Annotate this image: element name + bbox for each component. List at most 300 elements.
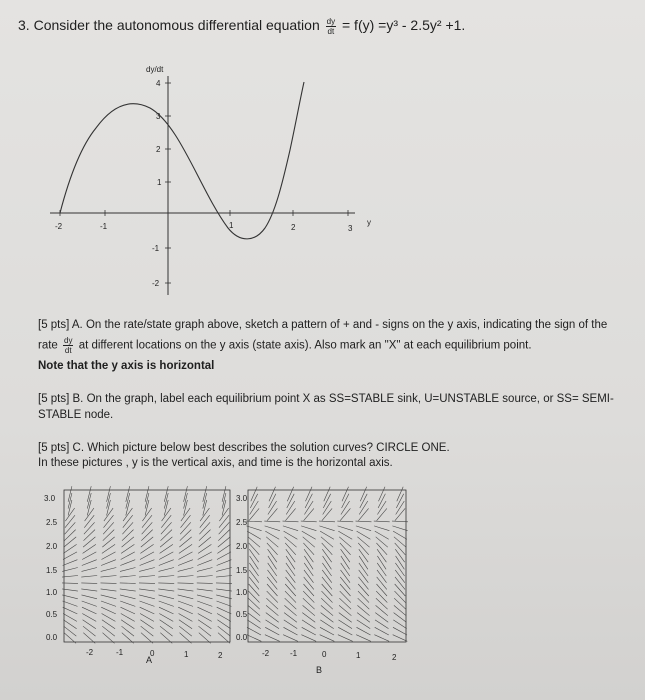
field-line	[120, 601, 135, 606]
field-line	[304, 584, 315, 596]
field-line	[159, 595, 175, 599]
part-c-line1	[38, 441, 450, 456]
field-line	[249, 508, 259, 520]
field-line	[285, 591, 296, 603]
field-line	[63, 552, 77, 560]
field-line	[199, 522, 210, 534]
field-line	[145, 486, 149, 502]
field-line	[159, 552, 173, 560]
field-line	[304, 501, 313, 515]
field-line	[377, 577, 387, 590]
field-line	[323, 501, 332, 515]
x-tick-label: 2	[291, 223, 296, 232]
field-line	[203, 486, 207, 502]
field-line	[63, 601, 78, 606]
field-line	[141, 626, 154, 636]
field-line	[359, 556, 368, 569]
field-line	[82, 614, 96, 622]
field-line	[219, 508, 228, 521]
field-line	[126, 486, 130, 502]
field-line	[68, 493, 72, 509]
field-line	[284, 537, 296, 547]
field-line	[197, 576, 213, 578]
field-line	[322, 543, 333, 555]
field-line	[324, 487, 330, 502]
x-tick-label: 3	[348, 224, 353, 233]
part-a-text1: On the rate/state graph above, sketch a pattern of + and - signs on the y axis, indicating the sign of the	[85, 319, 608, 331]
part-a-note: Note that the y axis is horizontal	[38, 360, 215, 372]
field-line	[392, 526, 407, 531]
field-line	[81, 589, 97, 591]
panel-b-x-tick: 1	[356, 651, 361, 660]
panel-a-x-tick: -1	[116, 648, 124, 657]
field-line	[199, 537, 211, 547]
field-line	[68, 486, 72, 502]
field-line	[120, 583, 136, 584]
field-line	[222, 493, 226, 509]
field-line	[200, 515, 210, 528]
field-line	[249, 543, 260, 555]
panel-a-y-tick: 0.0	[46, 633, 58, 642]
field-line	[360, 494, 367, 508]
field-line	[319, 526, 334, 531]
part-c-points: [5 pts] C.	[38, 442, 85, 454]
field-line	[159, 607, 174, 614]
field-line	[198, 607, 213, 614]
field-line	[248, 598, 260, 609]
field-line	[81, 583, 97, 584]
part-c-line2: In these pictures , y is the vertical axis, and time is the horizontal axis.	[38, 457, 393, 469]
field-line	[64, 537, 76, 547]
field-line	[123, 515, 133, 528]
field-line	[393, 627, 407, 635]
field-line	[85, 508, 94, 521]
field-line	[247, 635, 262, 642]
field-line	[217, 601, 232, 606]
field-line	[248, 537, 260, 547]
field-line	[63, 607, 78, 614]
panel-b-solution-curves	[246, 487, 408, 642]
field-line	[101, 601, 116, 606]
field-line	[197, 601, 212, 606]
field-line	[264, 521, 280, 522]
field-line	[322, 549, 331, 562]
field-line	[181, 515, 191, 528]
panel-b-x-tick: -2	[262, 649, 270, 658]
panel-a-x-tick: 0	[150, 649, 155, 658]
field-line	[120, 568, 136, 572]
field-line	[82, 607, 97, 614]
field-line	[197, 583, 213, 584]
field-line	[159, 601, 174, 606]
field-line	[246, 526, 261, 531]
panel-b-frame	[248, 490, 406, 642]
field-line	[377, 584, 388, 596]
field-line	[158, 589, 174, 591]
panel-a-y-tick: 1.0	[46, 588, 58, 597]
field-line	[216, 568, 232, 572]
field-line	[358, 591, 369, 603]
field-line	[247, 627, 261, 635]
field-line	[198, 614, 212, 622]
field-line	[377, 508, 387, 520]
field-line	[359, 570, 369, 583]
field-line	[104, 515, 114, 528]
field-line	[222, 486, 226, 502]
field-line	[217, 607, 232, 614]
field-line	[120, 560, 135, 566]
field-line	[249, 591, 260, 603]
panel-a-solution-curves	[62, 486, 232, 643]
field-line	[396, 501, 405, 515]
field-line	[142, 508, 151, 521]
field-line	[357, 627, 371, 635]
field-line	[62, 568, 78, 572]
field-line	[161, 515, 171, 528]
field-line	[158, 576, 174, 578]
field-line	[266, 598, 278, 609]
field-line	[339, 598, 351, 609]
field-line	[265, 635, 280, 642]
panel-a[interactable]	[44, 486, 232, 665]
field-line	[359, 563, 368, 576]
field-line	[395, 508, 405, 520]
y-tick-label: 1	[157, 178, 162, 187]
question-prefix: Consider the autonomous differential equation	[33, 17, 320, 34]
panel-b-y-tick: 0.5	[236, 610, 248, 619]
field-line	[249, 563, 258, 576]
y-axis-label: dy/dt	[146, 65, 164, 74]
field-line	[375, 627, 389, 635]
panel-a-y-tick: 0.5	[46, 610, 58, 619]
field-line	[338, 627, 352, 635]
field-line	[322, 508, 332, 520]
field-line	[139, 589, 155, 591]
field-line	[303, 598, 315, 609]
field-line	[341, 556, 350, 569]
field-line	[122, 522, 133, 534]
panel-b-y-tick: 3.0	[236, 494, 248, 503]
field-line	[217, 614, 231, 622]
field-line	[203, 493, 207, 509]
field-line	[301, 635, 316, 642]
field-line	[179, 552, 193, 560]
field-line	[164, 486, 168, 502]
panel-a-label: A	[146, 655, 153, 665]
part-b-line1	[38, 392, 614, 407]
field-line	[377, 556, 386, 569]
field-line	[140, 560, 155, 566]
field-line	[265, 526, 280, 531]
field-line	[338, 635, 353, 642]
x-tick-label: -2	[55, 222, 63, 231]
field-line	[179, 537, 191, 547]
field-line	[140, 607, 155, 614]
field-line	[102, 614, 116, 622]
y-tick-label: 3	[156, 112, 161, 121]
field-line	[164, 493, 168, 509]
panel-a-x-ticks	[86, 648, 223, 660]
field-line	[287, 494, 294, 508]
part-a-rate-word: rate	[38, 339, 58, 352]
field-line	[320, 627, 334, 635]
field-line	[251, 487, 257, 502]
part-a-line1	[38, 318, 607, 333]
field-line	[322, 577, 332, 590]
field-line	[323, 494, 330, 508]
field-line	[82, 595, 98, 599]
field-line	[283, 521, 299, 522]
field-line	[339, 537, 351, 547]
field-line	[396, 494, 403, 508]
field-line	[181, 508, 190, 521]
field-line	[82, 568, 98, 572]
panel-a-y-tick: 1.5	[46, 566, 58, 575]
field-line	[121, 607, 136, 614]
panel-b-y-tick: 2.0	[236, 542, 248, 551]
panel-a-x-tick: 1	[184, 650, 189, 659]
field-line	[64, 626, 77, 636]
field-line	[319, 521, 335, 522]
field-line	[122, 537, 134, 547]
field-line	[178, 607, 193, 614]
panel-b-y-tick: 1.0	[236, 588, 248, 597]
field-line	[178, 583, 194, 584]
field-line	[63, 614, 77, 622]
field-line	[123, 508, 132, 521]
field-line	[197, 560, 212, 566]
field-line	[267, 577, 277, 590]
field-line	[286, 577, 296, 590]
field-line	[65, 522, 76, 534]
field-line	[286, 549, 295, 562]
field-line	[139, 576, 155, 578]
field-line	[159, 568, 175, 572]
field-line	[267, 591, 278, 603]
field-line	[268, 501, 277, 515]
rate-state-graph[interactable]	[0, 0, 645, 310]
field-line	[394, 537, 406, 547]
question-number: 3.	[18, 17, 30, 34]
field-line	[178, 560, 193, 566]
field-line	[265, 627, 279, 635]
part-b-line2: STABLE node.	[38, 409, 114, 421]
field-line	[285, 584, 296, 596]
field-line	[287, 487, 293, 502]
field-line	[199, 626, 212, 636]
field-line	[359, 577, 369, 590]
field-line	[378, 494, 385, 508]
field-line	[286, 563, 295, 576]
field-line	[395, 591, 406, 603]
panel-b[interactable]	[236, 487, 408, 675]
field-line	[358, 598, 370, 609]
panel-b-x-tick: -1	[290, 649, 298, 658]
panel-b-y-tick: 2.5	[236, 518, 248, 527]
field-line	[81, 576, 97, 578]
field-line	[269, 487, 276, 502]
panel-a-x-tick: 2	[218, 651, 223, 660]
field-line	[216, 595, 232, 599]
field-line	[178, 601, 193, 606]
field-line	[395, 577, 405, 590]
x-tick-label: -1	[100, 222, 108, 231]
field-line	[101, 607, 116, 614]
panel-b-y-tick: 1.5	[236, 566, 248, 575]
field-line	[84, 522, 95, 534]
field-line	[184, 493, 188, 509]
field-line	[377, 501, 386, 515]
field-line	[101, 560, 116, 566]
y-tick-label: -1	[152, 244, 160, 253]
field-line	[120, 589, 136, 591]
field-line	[250, 501, 259, 515]
field-line	[139, 595, 155, 599]
field-line	[121, 552, 135, 560]
field-line	[395, 549, 404, 562]
f-of-y-curve	[60, 82, 304, 239]
panel-b-label: B	[316, 665, 323, 675]
field-line	[180, 522, 191, 534]
field-line	[377, 549, 386, 562]
field-line	[197, 589, 213, 591]
field-line	[359, 501, 368, 515]
field-line	[322, 584, 333, 596]
field-line	[102, 537, 114, 547]
field-line	[216, 589, 232, 591]
field-line	[145, 493, 149, 509]
field-line	[159, 560, 174, 566]
field-line	[302, 627, 316, 635]
field-line	[197, 595, 213, 599]
field-line	[306, 487, 313, 502]
field-line	[397, 487, 403, 502]
derivative-numerator: dy	[326, 17, 336, 26]
field-line	[249, 570, 259, 583]
field-line	[376, 543, 387, 555]
field-line	[62, 589, 78, 591]
field-line	[340, 577, 350, 590]
field-line	[286, 501, 295, 515]
field-line	[323, 556, 332, 569]
field-line	[376, 598, 388, 609]
field-line	[374, 521, 390, 522]
field-line	[179, 626, 192, 636]
field-line	[337, 521, 353, 522]
field-line	[358, 543, 369, 555]
panel-a-y-tick: 3.0	[44, 494, 56, 503]
field-line	[340, 584, 351, 596]
panel-b-y-ticks	[236, 494, 248, 642]
field-line	[140, 552, 154, 560]
field-line	[140, 614, 154, 622]
field-line	[341, 549, 350, 562]
field-line	[376, 591, 387, 603]
field-line	[102, 552, 116, 560]
field-line	[304, 556, 313, 569]
field-line	[217, 552, 231, 560]
field-line	[342, 494, 349, 508]
field-line	[162, 508, 171, 521]
field-line	[285, 508, 295, 520]
field-line	[82, 560, 97, 566]
field-line	[84, 515, 94, 528]
field-line	[374, 635, 389, 642]
field-line	[266, 537, 278, 547]
field-line	[249, 584, 260, 596]
field-line	[218, 537, 230, 547]
field-line	[283, 526, 298, 531]
field-line	[377, 570, 387, 583]
field-line	[219, 515, 229, 528]
field-line	[356, 521, 372, 522]
part-a-text2: at different locations on the y axis (state axis). Also mark an "X" at each equilibrium point.	[78, 339, 532, 352]
y-tick-label: -2	[152, 279, 160, 288]
field-line	[87, 486, 91, 502]
field-line	[321, 598, 333, 609]
field-line	[250, 556, 259, 569]
field-line	[159, 614, 173, 622]
field-line	[376, 537, 388, 547]
field-line	[303, 591, 314, 603]
field-line	[395, 543, 406, 555]
part-b-points: [5 pts] B.	[38, 393, 84, 405]
field-line	[374, 526, 389, 531]
field-line	[321, 537, 333, 547]
field-line	[358, 584, 369, 596]
field-line	[249, 549, 258, 562]
panel-a-frame	[64, 490, 230, 642]
field-line	[301, 526, 316, 531]
panel-a-x-tick: -2	[86, 648, 94, 657]
field-line	[101, 576, 117, 578]
part-a-derivative-numerator: dy	[64, 336, 73, 345]
field-line	[301, 521, 317, 522]
field-line	[340, 591, 351, 603]
field-line	[103, 522, 114, 534]
field-line	[160, 626, 173, 636]
field-line	[87, 493, 91, 509]
field-line	[197, 568, 213, 572]
field-line	[82, 601, 97, 606]
field-line	[65, 508, 74, 521]
field-line	[139, 568, 155, 572]
field-line	[303, 543, 314, 555]
derivative-denominator: dt	[327, 27, 335, 36]
field-line	[101, 583, 117, 584]
field-line	[395, 584, 406, 596]
field-line	[357, 537, 369, 547]
field-line	[360, 487, 366, 502]
field-line	[142, 515, 152, 528]
field-line	[358, 508, 368, 520]
field-line	[178, 568, 194, 572]
field-line	[395, 563, 404, 576]
field-line	[82, 552, 96, 560]
field-line	[219, 522, 230, 534]
field-line	[304, 508, 314, 520]
field-line	[303, 537, 315, 547]
field-line	[394, 598, 406, 609]
field-line	[267, 508, 277, 520]
field-line	[268, 570, 278, 583]
field-line	[218, 626, 231, 636]
field-line	[268, 556, 277, 569]
x-axis-label: y	[367, 218, 371, 227]
y-tick-label: 4	[156, 79, 161, 88]
field-line	[178, 595, 194, 599]
field-line	[285, 543, 296, 555]
